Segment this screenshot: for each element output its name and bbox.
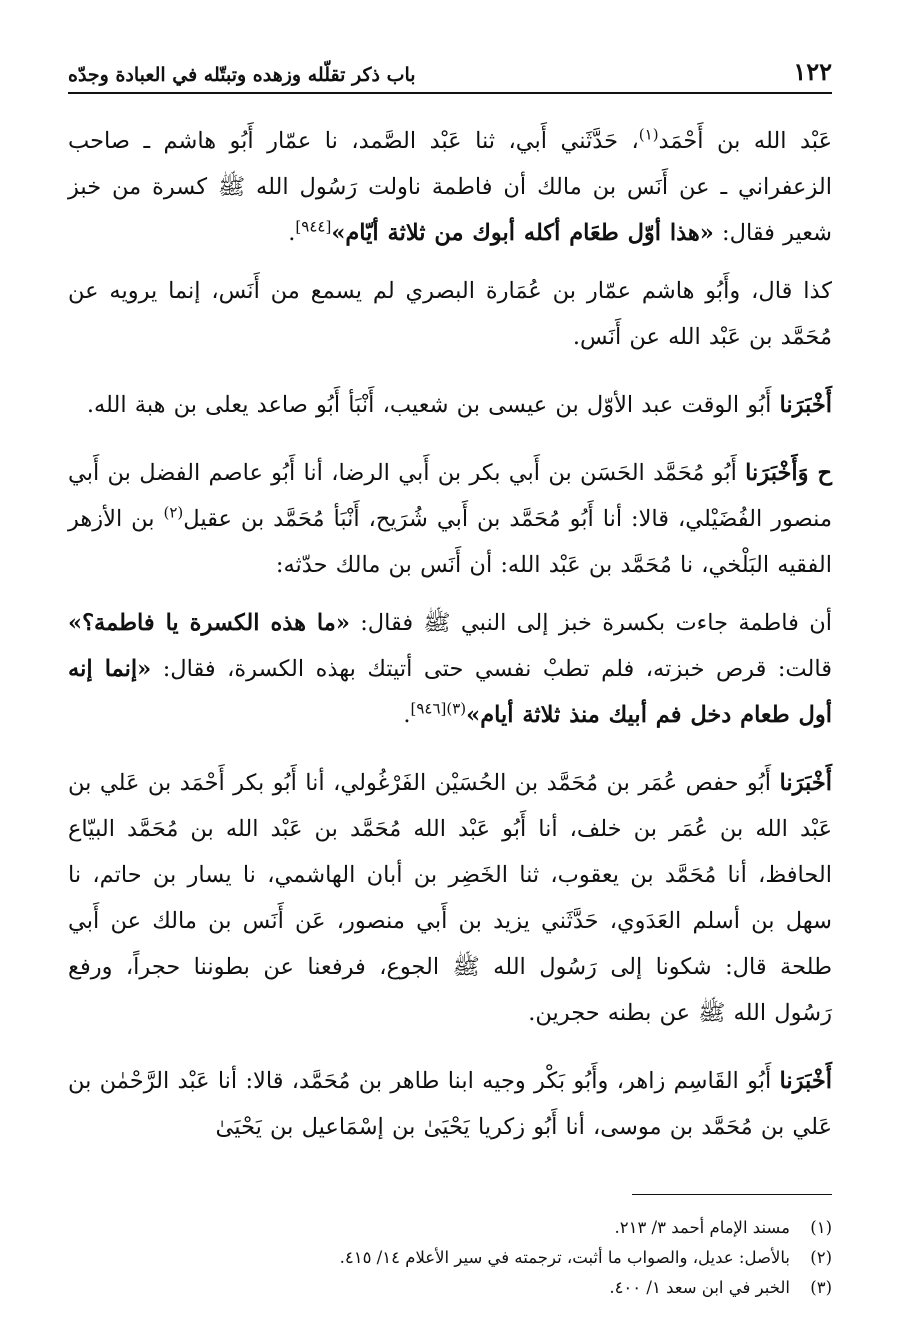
hadith-quote: «إنما إنه أول طعام دخل فم أبيك منذ ثلاثة أيام» bbox=[68, 656, 832, 728]
footnote-2: (٢) بالأصل: عديل، والصواب ما أثبت، ترجمته في سير الأعلام ١٤/ ٤١٥. bbox=[339, 1248, 832, 1267]
page-body bbox=[68, 118, 832, 1150]
paragraph-6: أَخْبَرَنا أَبُو حفص عُمَر بن مُحَمَّد بن الحُسَيْن الفَرْغُولي، أنا أَبُو بكر أَحْمَد بن عَلي بن عَبْد الله بن عُمَر بن خلف، أنا أَبُو عَبْد الله مُحَمَّد بن عَبْد الله بن مُحَمَّد البيّاع الحافظ، أنا مُحَمَّد بن يعقوب، ثنا الخَضِر بن أبان الهاشمي، نا يسار بن حاتم، نا سهل بن أسلم العَدَوي، حَدَّثَني يزيد بن أَبي منصور، عَن أَنَس بن مالك عن أَبي طلحة قال: شكونا إلى رَسُول الله ﷺ الجوع، فرفعنا عن بطوننا حجراً، ورفع رَسُول الله ﷺ عن بطنه حجرين. bbox=[68, 770, 832, 1026]
paragraph-3: أَخْبَرَنا أَبُو الوقت عبد الأوّل بن عيسى بن شعيب، أَنْبَأ أَبُو صاعد يعلى بن هبة الله. bbox=[86, 392, 832, 418]
hadith-number: [٩٤٦] bbox=[410, 699, 447, 718]
page-number: ١٢٢ bbox=[793, 57, 832, 86]
footnote-ref-2: (٢) bbox=[163, 503, 184, 522]
hadith-quote: «ما هذه الكسرة يا فاطمة؟» bbox=[68, 610, 350, 636]
footnote-ref-1: (١) bbox=[638, 125, 659, 144]
paragraph-7: أَخْبَرَنا أَبُو القَاسِم زاهر، وأَبُو بَكْر وجيه ابنا طاهر بن مُحَمَّد، قالا: أنا عَبْد الرَّحْمٰن بن عَلي بن مُحَمَّد بن موسى، أنا أَبُو زكريا يَحْيَىٰ بن إسْمَاعيل بن يَحْيَىٰ bbox=[68, 1068, 832, 1140]
footnotes bbox=[68, 1213, 832, 1303]
footnote-3: (٣) الخبر في ابن سعد ١/ ٤٠٠. bbox=[609, 1278, 832, 1297]
hadith-quote: «هذا أوّل طعَام أكله أبوك من ثلاثة أيّام» bbox=[331, 220, 714, 246]
paragraph-2: كذا قال، وأَبُو هاشم عمّار بن عُمَارة البصري لم يسمع من أَنَس، إنما يرويه عن مُحَمَّد بن عَبْد الله عن أَنَس. bbox=[68, 278, 832, 350]
footnote-1: (١) مسند الإمام أحمد ٣/ ٢١٣. bbox=[614, 1218, 832, 1237]
running-title: باب ذكر تقلّله وزهده وتبتّله في العبادة وجدّه bbox=[68, 64, 416, 86]
isnad-lead: أَخْبَرَنا bbox=[779, 770, 832, 796]
paragraph-4: ح وَأَخْبَرَنا أَبُو مُحَمَّد الحَسَن بن أَبي بكر بن أَبي الرضا، أنا أَبُو عاصم الفضل بن أَبي منصور الفُضَيْلي، قالا: أنا أَبُو مُحَمَّد بن أَبي شُرَيح، أَنْبَأ مُحَمَّد بن عقيل$^{(٢)}$ بن الأزهر الفقيه البَلْخي، نا مُحَمَّد بن عَبْد الله: أن أَنَس بن مالك حدّثه: bbox=[68, 460, 832, 578]
page-header bbox=[68, 52, 832, 94]
footnote-ref-3: (٣) bbox=[446, 699, 467, 718]
paragraph-5: أن فاطمة جاءت بكسرة خبز إلى النبي ﷺ فقال: «ما هذه الكسرة يا فاطمة؟» قالت: قرص خبزته، فلم تطبْ نفسي حتى أتيتك بهذه الكسرة، فقال: «إنما إنه أول طعام دخل فم أبيك منذ ثلاثة أيام»$^{(٣)[٩٤٦]}$. bbox=[68, 610, 832, 728]
isnad-lead: أَخْبَرَنا bbox=[779, 1068, 832, 1094]
footnote-divider bbox=[632, 1194, 832, 1195]
isnad-lead: أَخْبَرَنا bbox=[779, 392, 832, 418]
hadith-number: [٩٤٤] bbox=[295, 217, 332, 236]
paragraph-1: عَبْد الله بن أَحْمَد$^{(١)}$، حَدَّثَني أَبي، ثنا عَبْد الصَّمد، نا عمّار أَبُو هاشم ـ صاحب الزعفراني ـ عن أَنَس بن مالك أن فاطمة ناولت رَسُول الله ﷺ كسرة من خبز شعير فقال: «هذا أوّل طعَام أكله أبوك من ثلاثة أيّام»[٩٤٤]. bbox=[68, 125, 833, 246]
isnad-lead: ح وَأَخْبَرَنا bbox=[745, 460, 832, 486]
